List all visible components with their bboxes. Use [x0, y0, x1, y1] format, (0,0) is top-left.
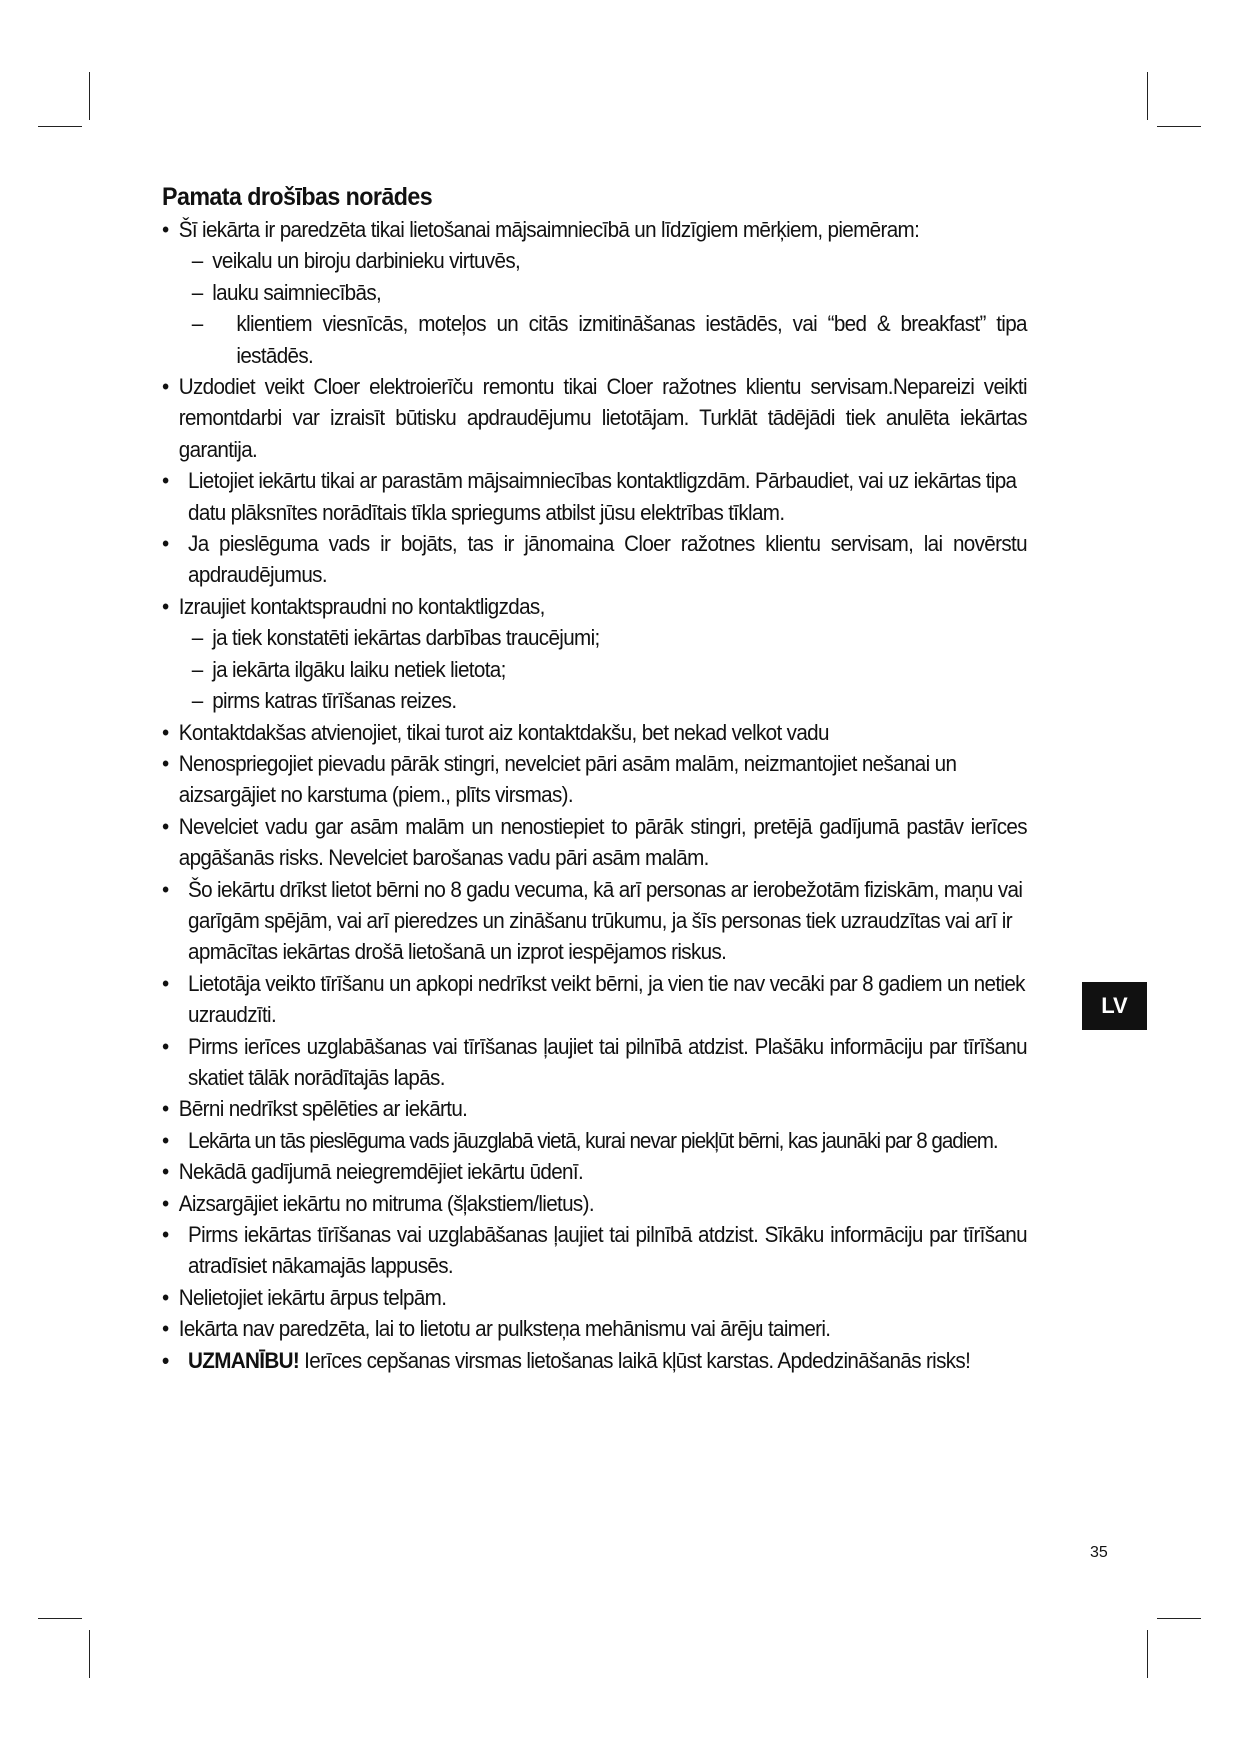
crop-mark [38, 126, 82, 127]
list-item [162, 748, 1027, 811]
warning-label: UZMANĪBU! [188, 1347, 300, 1373]
bullet: • [162, 813, 169, 839]
list-item [162, 371, 1027, 465]
sub-item: – lauku saimniecībās, [191, 279, 382, 305]
item-text: Kontaktdakšas atvienojiet, tikai turot aiz kontaktdakšu, bet nekad velkot vadu [178, 719, 829, 745]
bullet: • [162, 1127, 169, 1153]
list-item [162, 465, 1027, 528]
item-text: Lekārta un tās pieslēguma vads jāuzglabā vietā, kurai nevar piekļūt bērni, kas jaunāki par 8 gadiem. [188, 1127, 998, 1153]
crop-mark [38, 1618, 82, 1619]
list-item [162, 1188, 1027, 1219]
item-text: Lietojiet iekārtu tikai ar parastām mājsaimniecības kontaktligzdām. Pārbaudiet, vai uz iekārtas tipa datu plāksnītes norādītais tīkla spriegums atbilst jūsu elektrības tīklam. [188, 468, 1017, 525]
list-item [162, 874, 1027, 968]
list-item [162, 811, 1027, 874]
list-item [162, 968, 1027, 1031]
item-text: Ja pieslēguma vads ir bojāts, tas ir jānomaina Cloer ražotnes klientu servisam, lai novērstu apdraudējumus. [188, 531, 1027, 588]
list-item [162, 1282, 1027, 1313]
bullet: • [162, 1096, 169, 1122]
sub-item-text: lauku saimniecībās, [212, 279, 382, 305]
list-item [162, 1093, 1027, 1124]
sub-item-text: klientiem viesnīcās, moteļos un citās izmitināšanas iestādēs, vai “bed & breakfast” tipa iestādēs. [236, 311, 1027, 368]
bullet: • [162, 1159, 169, 1185]
item-text: Ierīces cepšanas virsmas lietošanas laikā kļūst karstas. Apdedzināšanās risks! [299, 1347, 971, 1373]
sub-item-text: ja tiek konstatēti iekārtas darbības traucējumi; [212, 625, 600, 651]
item-text: Aizsargājiet iekārtu no mitruma (šļakstiem/lietus). [178, 1190, 594, 1216]
crop-mark [1147, 1630, 1148, 1678]
list-item [162, 1031, 1027, 1094]
item-text: Pirms iekārtas tīrīšanas vai uzglabāšanas ļaujiet tai pilnībā atdzist. Sīkāku informāciju par tīrīšanu atradīsiet nākamajās lappusēs. [188, 1222, 1027, 1279]
section-heading: Pamata drošības norādes [162, 183, 433, 211]
item-text: Iekārta nav paredzēta, lai to lietotu ar pulksteņa mehānismu vai ārēju taimeri. [178, 1316, 831, 1342]
item-text: Nevelciet vadu gar asām malām un nenostiepiet to pārāk stingri, pretējā gadījumā pastāv ierīces apgāšanās risks. Nevelciet barošanas vadu pāri asām malām. [178, 813, 1027, 871]
bullet: • [162, 1190, 169, 1216]
item-text: Izraujiet kontaktspraudni no kontaktligzdas, [178, 593, 545, 619]
crop-mark [89, 1630, 90, 1678]
bullet: • [162, 750, 169, 776]
item-text: Nenospriegojiet pievadu pārāk stingri, nevelciet pāri asām malām, neizmantojiet nešanai un aizsargājiet no karstuma (piem., plīts virsmas). [178, 750, 957, 808]
item-text: Nelietojiet iekārtu ārpus telpām. [178, 1284, 447, 1310]
item-text: Lietotāja veikto tīrīšanu un apkopi nedrīkst veikt bērni, ja vien tie nav vecāki par 8 gadiem un netiek uzraudzīti. [188, 970, 1025, 1028]
bullet: • [162, 1033, 169, 1059]
language-tab: LV [1082, 982, 1147, 1030]
item-text: Nekādā gadījumā neiegremdējiet iekārtu ūdenī. [178, 1159, 584, 1185]
bullet: • [162, 374, 169, 400]
crop-mark [89, 72, 90, 120]
item-text: Pirms ierīces uzglabāšanas vai tīrīšanas ļaujiet tai pilnībā atdzist. Plašāku informāciju par tīrīšanu skatiet tālāk norādītajās lapās. [188, 1033, 1027, 1090]
safety-list [162, 214, 1027, 1376]
sub-item: – pirms katras tīrīšanas reizes. [191, 688, 457, 714]
list-item [162, 1313, 1027, 1344]
sub-list [179, 245, 1027, 371]
bullet: • [162, 531, 169, 557]
sub-item-text: pirms katras tīrīšanas reizes. [212, 688, 457, 714]
bullet: • [162, 970, 169, 996]
crop-mark [1157, 1618, 1201, 1619]
bullet: • [162, 1284, 169, 1310]
bullet: • [162, 1316, 169, 1342]
bullet: • [162, 876, 169, 902]
safety-section [162, 182, 1027, 1376]
bullet: • [162, 1347, 169, 1373]
list-item [162, 528, 1027, 591]
bullet: • [162, 217, 169, 242]
item-text: Bērni nedrīkst spēlēties ar iekārtu. [178, 1096, 468, 1122]
list-item [162, 591, 1027, 717]
list-item [162, 1345, 1027, 1376]
list-item [162, 717, 1027, 748]
crop-mark [1157, 126, 1201, 127]
sub-item: – klientiem viesnīcās, moteļos un citās izmitināšanas iestādēs, vai “bed & breakfast” tipa iestādēs. [191, 311, 1027, 368]
sub-list [179, 622, 1027, 716]
sub-item-text: veikalu un biroju darbinieku virtuvēs, [212, 248, 521, 274]
sub-item: – ja tiek konstatēti iekārtas darbības traucējumi; [191, 625, 600, 651]
crop-mark [1147, 72, 1148, 120]
bullet: • [162, 719, 169, 745]
list-item [162, 1219, 1027, 1282]
list-item [162, 1156, 1027, 1187]
list-item [162, 1125, 1027, 1156]
item-text: Šo iekārtu drīkst lietot bērni no 8 gadu vecuma, kā arī personas ar ierobežotām fiziskām, maņu vai garīgām spējām, vai arī pieredzes un zināšanu trūkumu, ja šīs personas tiek uzraudzītas vai arī ir apmācītas iekārtas drošā lietošanā un izprot iespējamos riskus. [188, 876, 1023, 965]
item-text: Šī iekārta ir paredzēta tikai lietošanai mājsaimniecībā un līdzīgiem mērķiem, piemēram: [178, 217, 920, 242]
sub-item: – ja iekārta ilgāku laiku netiek lietota; [191, 656, 506, 682]
bullet: • [162, 593, 169, 619]
item-text: Uzdodiet veikt Cloer elektroierīču remontu tikai Cloer ražotnes klientu servisam.Nepareizi veikti remontdarbi var izraisīt būtisku apdraudējumu lietotājam. Turklāt tādējādi tiek anulēta iekārtas garantija. [178, 374, 1027, 462]
bullet: • [162, 468, 169, 494]
sub-item-text: ja iekārta ilgāku laiku netiek lietota; [212, 656, 506, 682]
bullet: • [162, 1222, 169, 1247]
page-number: 35 [1090, 1544, 1108, 1561]
sub-item: – veikalu un biroju darbinieku virtuvēs, [191, 248, 521, 274]
list-item [162, 214, 1027, 371]
